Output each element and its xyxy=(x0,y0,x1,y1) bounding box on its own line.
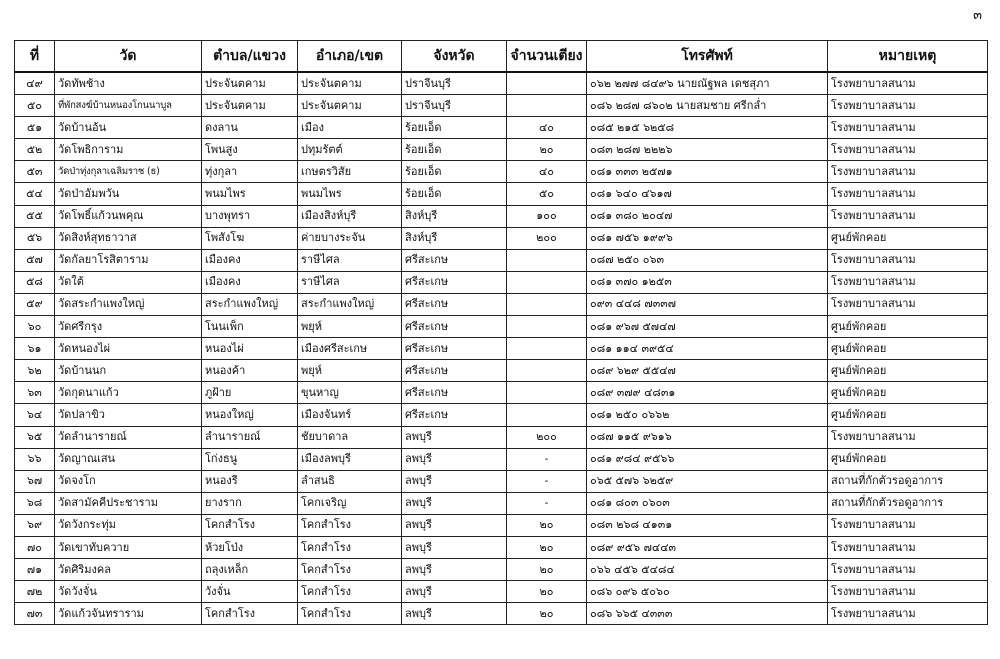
table-row xyxy=(15,227,988,249)
table-row xyxy=(15,492,988,514)
bed-count xyxy=(507,360,587,382)
district: ประจันตคาม xyxy=(298,95,402,117)
subdistrict: ดงลาน xyxy=(202,117,298,139)
phone: ๐๘๙ ๖๒๙ ๕๕๔๗ xyxy=(587,360,828,382)
bed-count: - xyxy=(507,492,587,514)
bed-count xyxy=(507,404,587,426)
temple-name: วัดศิริมงคล xyxy=(55,559,202,581)
district: พยุห์ xyxy=(298,360,402,382)
table-row xyxy=(15,470,988,492)
province: ลพบุรี xyxy=(402,426,507,448)
phone: ๐๖๖ ๔๕๖ ๕๔๘๔ xyxy=(587,559,828,581)
row-number: ๖๙ xyxy=(15,514,55,536)
table-row xyxy=(15,426,988,448)
temple-name: วัดปลาขิว xyxy=(55,404,202,426)
temple-name: วัดโพธิการาม xyxy=(55,139,202,161)
subdistrict: ห้วยโป่ง xyxy=(202,536,298,558)
subdistrict: หนองค้า xyxy=(202,360,298,382)
subdistrict: หนองไผ่ xyxy=(202,338,298,360)
temple-name: วัดป่าอัมพวัน xyxy=(55,183,202,205)
phone: ๐๖๒ ๒๗๗ ๘๔๙๖ นายณัฐพล เดชสุภา xyxy=(587,72,828,95)
subdistrict: โคกสำโรง xyxy=(202,514,298,536)
district: ชัยบาดาล xyxy=(298,426,402,448)
bed-count: ๔๐ xyxy=(507,161,587,183)
subdistrict: โพนสูง xyxy=(202,139,298,161)
bed-count xyxy=(507,95,587,117)
remark: ศูนย์พักคอย xyxy=(828,360,988,382)
bed-count: ๒๐ xyxy=(507,603,587,625)
table-row xyxy=(15,183,988,205)
province: ลพบุรี xyxy=(402,448,507,470)
phone: ๐๘๑ ๒๕๐ ๐๖๖๒ xyxy=(587,404,828,426)
remark: โรงพยาบาลสนาม xyxy=(828,183,988,205)
row-number: ๕๙ xyxy=(15,293,55,315)
subdistrict: โก่งธนู xyxy=(202,448,298,470)
subdistrict: ถลุงเหล็ก xyxy=(202,559,298,581)
subdistrict: ยางราก xyxy=(202,492,298,514)
header-province: จังหวัด xyxy=(402,41,507,73)
phone: ๐๘๖ ๖๖๕ ๔๓๓๓ xyxy=(587,603,828,625)
table-row xyxy=(15,117,988,139)
province: ร้อยเอ็ด xyxy=(402,183,507,205)
phone: ๐๘๑ ๓๘๐ ๒๐๔๗ xyxy=(587,205,828,227)
header-row xyxy=(15,41,988,73)
district: พนมไพร xyxy=(298,183,402,205)
phone: ๐๘๗ ๑๑๕ ๙๖๑๖ xyxy=(587,426,828,448)
district: เกษตรวิสัย xyxy=(298,161,402,183)
remark: โรงพยาบาลสนาม xyxy=(828,603,988,625)
phone: ๐๘๑ ๗๕๖ ๑๙๙๖ xyxy=(587,227,828,249)
remark: ศูนย์พักคอย xyxy=(828,404,988,426)
phone: ๐๘๑ ๖๔๐ ๔๖๑๗ xyxy=(587,183,828,205)
temple-name: วัดวังกระทุ่ม xyxy=(55,514,202,536)
table-body xyxy=(15,72,988,625)
district: โคกสำโรง xyxy=(298,514,402,536)
table-row xyxy=(15,382,988,404)
remark: โรงพยาบาลสนาม xyxy=(828,249,988,271)
district: ขุนหาญ xyxy=(298,382,402,404)
district: เมืองลพบุรี xyxy=(298,448,402,470)
bed-count xyxy=(507,316,587,338)
district: เมือง xyxy=(298,117,402,139)
table-row xyxy=(15,139,988,161)
row-number: ๖๒ xyxy=(15,360,55,382)
table-row xyxy=(15,536,988,558)
temple-table xyxy=(14,40,988,625)
phone: ๐๙๓ ๔๔๘ ๗๓๓๗ xyxy=(587,293,828,315)
province: ลพบุรี xyxy=(402,559,507,581)
phone: ๐๘๑ ๙๘๔ ๙๕๖๖ xyxy=(587,448,828,470)
phone: ๐๘๕ ๒๑๕ ๖๒๕๘ xyxy=(587,117,828,139)
table-row xyxy=(15,448,988,470)
subdistrict: เมืองคง xyxy=(202,271,298,293)
province: ลพบุรี xyxy=(402,581,507,603)
temple-name: วัดสระกำแพงใหญ่ xyxy=(55,293,202,315)
header-beds: จำนวนเตียง xyxy=(507,41,587,73)
remark: สถานที่กักตัวรอดูอาการ xyxy=(828,470,988,492)
phone: ๐๘๑ ๙๖๗ ๕๗๔๗ xyxy=(587,316,828,338)
subdistrict: สระกำแพงใหญ่ xyxy=(202,293,298,315)
province: ศรีสะเกษ xyxy=(402,271,507,293)
row-number: ๖๘ xyxy=(15,492,55,514)
row-number: ๗๒ xyxy=(15,581,55,603)
header-district: อำเภอ/เขต xyxy=(298,41,402,73)
phone: ๐๘๑ ๓๓๓ ๒๕๗๑ xyxy=(587,161,828,183)
subdistrict: ประจันตคาม xyxy=(202,95,298,117)
subdistrict: เมืองคง xyxy=(202,249,298,271)
province: ศรีสะเกษ xyxy=(402,360,507,382)
district: เมืองจันทร์ xyxy=(298,404,402,426)
table-row xyxy=(15,293,988,315)
province: ลพบุรี xyxy=(402,492,507,514)
bed-count xyxy=(507,382,587,404)
phone: ๐๘๑ ๑๑๔ ๓๙๕๔ xyxy=(587,338,828,360)
bed-count: ๒๐ xyxy=(507,559,587,581)
bed-count: ๕๐ xyxy=(507,183,587,205)
province: ลพบุรี xyxy=(402,514,507,536)
row-number: ๕๗ xyxy=(15,249,55,271)
district: โคกสำโรง xyxy=(298,581,402,603)
header-no: ที่ xyxy=(15,41,55,73)
temple-name: วัดศรีกรุง xyxy=(55,316,202,338)
subdistrict: หนองใหญ่ xyxy=(202,404,298,426)
subdistrict: ทุ่งกุลา xyxy=(202,161,298,183)
province: ศรีสะเกษ xyxy=(402,338,507,360)
table-row xyxy=(15,559,988,581)
header-temple: วัด xyxy=(55,41,202,73)
remark: โรงพยาบาลสนาม xyxy=(828,426,988,448)
table-row xyxy=(15,338,988,360)
bed-count: ๒๐๐ xyxy=(507,227,587,249)
row-number: ๖๐ xyxy=(15,316,55,338)
phone: ๐๘๙ ๓๗๙ ๔๘๓๑ xyxy=(587,382,828,404)
phone: ๐๘๙ ๙๕๖ ๗๔๔๓ xyxy=(587,536,828,558)
province: ปราจีนบุรี xyxy=(402,72,507,95)
temple-name: วัดญาณเสน xyxy=(55,448,202,470)
subdistrict: ลำนารายณ์ xyxy=(202,426,298,448)
row-number: ๕๓ xyxy=(15,161,55,183)
temple-name: วัดโพธิ์แก้วนพคุณ xyxy=(55,205,202,227)
table-row xyxy=(15,161,988,183)
province: ศรีสะเกษ xyxy=(402,293,507,315)
bed-count xyxy=(507,249,587,271)
row-number: ๗๐ xyxy=(15,536,55,558)
phone: ๐๘๓ ๒๖๘ ๔๑๓๑ xyxy=(587,514,828,536)
bed-count: - xyxy=(507,448,587,470)
phone: ๐๘๗ ๒๕๐ ๐๖๓ xyxy=(587,249,828,271)
temple-name: วัดหนองไผ่ xyxy=(55,338,202,360)
table-row xyxy=(15,72,988,95)
remark: โรงพยาบาลสนาม xyxy=(828,536,988,558)
temple-name: วัดเขาทับควาย xyxy=(55,536,202,558)
table-header xyxy=(15,41,988,73)
remark: โรงพยาบาลสนาม xyxy=(828,117,988,139)
row-number: ๖๓ xyxy=(15,382,55,404)
temple-name: วัดลำนารายณ์ xyxy=(55,426,202,448)
remark: โรงพยาบาลสนาม xyxy=(828,581,988,603)
temple-name: วัดใต้ xyxy=(55,271,202,293)
bed-count xyxy=(507,72,587,95)
province: ปราจีนบุรี xyxy=(402,95,507,117)
header-phone: โทรศัพท์ xyxy=(587,41,828,73)
temple-name: วัดกัลยาโรสิตาราม xyxy=(55,249,202,271)
bed-count xyxy=(507,338,587,360)
district: สระกำแพงใหญ่ xyxy=(298,293,402,315)
row-number: ๕๑ xyxy=(15,117,55,139)
remark: โรงพยาบาลสนาม xyxy=(828,161,988,183)
row-number: ๕๐ xyxy=(15,95,55,117)
temple-name: วัดสิงห์สุทธาวาส xyxy=(55,227,202,249)
province: ลพบุรี xyxy=(402,470,507,492)
table-row xyxy=(15,404,988,426)
temple-name: วัดแก้วจันทราราม xyxy=(55,603,202,625)
temple-name: วัดสามัคคีประชาราม xyxy=(55,492,202,514)
row-number: ๗๓ xyxy=(15,603,55,625)
table-row xyxy=(15,581,988,603)
remark: ศูนย์พักคอย xyxy=(828,316,988,338)
row-number: ๕๘ xyxy=(15,271,55,293)
table-row xyxy=(15,603,988,625)
row-number: ๖๔ xyxy=(15,404,55,426)
district: โคกสำโรง xyxy=(298,603,402,625)
bed-count: ๔๐ xyxy=(507,117,587,139)
phone: ๐๘๑ ๘๐๓ ๐๖๐๓ xyxy=(587,492,828,514)
remark: สถานที่กักตัวรอดูอาการ xyxy=(828,492,988,514)
bed-count xyxy=(507,293,587,315)
row-number: ๕๔ xyxy=(15,183,55,205)
remark: โรงพยาบาลสนาม xyxy=(828,95,988,117)
remark: โรงพยาบาลสนาม xyxy=(828,514,988,536)
bed-count xyxy=(507,271,587,293)
row-number: ๔๙ xyxy=(15,72,55,95)
remark: ศูนย์พักคอย xyxy=(828,382,988,404)
province: ศรีสะเกษ xyxy=(402,382,507,404)
bed-count: ๒๐ xyxy=(507,139,587,161)
district: ลำสนธิ xyxy=(298,470,402,492)
bed-count: ๒๐ xyxy=(507,536,587,558)
district: เมืองสิงห์บุรี xyxy=(298,205,402,227)
table-row xyxy=(15,205,988,227)
district: ค่ายบางระจัน xyxy=(298,227,402,249)
bed-count: ๒๐๐ xyxy=(507,426,587,448)
temple-name: วัดบ้านนก xyxy=(55,360,202,382)
row-number: ๕๖ xyxy=(15,227,55,249)
temple-name: ที่พักสงฆ์บ้านหนองโกนนาบูล xyxy=(55,95,202,117)
phone: ๐๘๓ ๒๘๗ ๒๒๒๖ xyxy=(587,139,828,161)
temple-name: วัดจงโก xyxy=(55,470,202,492)
phone: ๐๘๖ ๐๙๖ ๕๐๖๐ xyxy=(587,581,828,603)
bed-count: ๒๐ xyxy=(507,514,587,536)
province: สิงห์บุรี xyxy=(402,205,507,227)
bed-count: - xyxy=(507,470,587,492)
district: ราษีไศล xyxy=(298,271,402,293)
subdistrict: วังจั่น xyxy=(202,581,298,603)
subdistrict: โคกสำโรง xyxy=(202,603,298,625)
page-number: ๓ xyxy=(973,8,982,23)
phone: ๐๘๖ ๒๘๗ ๘๖๐๒ นายสมชาย ศรีกล่ำ xyxy=(587,95,828,117)
row-number: ๗๑ xyxy=(15,559,55,581)
table-row xyxy=(15,514,988,536)
subdistrict: พนมไพร xyxy=(202,183,298,205)
table-row xyxy=(15,95,988,117)
province: ศรีสะเกษ xyxy=(402,404,507,426)
province: ศรีสะเกษ xyxy=(402,316,507,338)
province: สิงห์บุรี xyxy=(402,227,507,249)
province: ลพบุรี xyxy=(402,536,507,558)
province: ลพบุรี xyxy=(402,603,507,625)
subdistrict: โพสังโฆ xyxy=(202,227,298,249)
table-row xyxy=(15,249,988,271)
remark: ศูนย์พักคอย xyxy=(828,227,988,249)
row-number: ๕๒ xyxy=(15,139,55,161)
table-row xyxy=(15,271,988,293)
subdistrict: หนองรี xyxy=(202,470,298,492)
province: ศรีสะเกษ xyxy=(402,249,507,271)
temple-name: วัดกุดนาแก้ว xyxy=(55,382,202,404)
remark: โรงพยาบาลสนาม xyxy=(828,559,988,581)
phone: ๐๘๑ ๓๗๐ ๑๒๕๓ xyxy=(587,271,828,293)
province: ร้อยเอ็ด xyxy=(402,117,507,139)
table-row xyxy=(15,316,988,338)
subdistrict: ภูฝ้าย xyxy=(202,382,298,404)
district: ปทุมรัตต์ xyxy=(298,139,402,161)
remark: โรงพยาบาลสนาม xyxy=(828,293,988,315)
district: โคกสำโรง xyxy=(298,536,402,558)
district: โคกสำโรง xyxy=(298,559,402,581)
temple-name: วัดป่าทุ่งกุลาเฉลิมราช (ธ) xyxy=(55,161,202,183)
subdistrict: บางพุทรา xyxy=(202,205,298,227)
phone: ๐๖๕ ๕๗๖ ๖๒๕๙ xyxy=(587,470,828,492)
subdistrict: ประจันตคาม xyxy=(202,72,298,95)
bed-count: ๒๐ xyxy=(507,581,587,603)
remark: โรงพยาบาลสนาม xyxy=(828,205,988,227)
remark: ศูนย์พักคอย xyxy=(828,338,988,360)
district: โคกเจริญ xyxy=(298,492,402,514)
header-remark: หมายเหตุ xyxy=(828,41,988,73)
district: พยุห์ xyxy=(298,316,402,338)
district: เมืองศรีสะเกษ xyxy=(298,338,402,360)
remark: โรงพยาบาลสนาม xyxy=(828,139,988,161)
subdistrict: โนนเพ็ก xyxy=(202,316,298,338)
district: ราษีไศล xyxy=(298,249,402,271)
temple-name: วัดทัพช้าง xyxy=(55,72,202,95)
temple-name: วัดวังจั่น xyxy=(55,581,202,603)
row-number: ๖๖ xyxy=(15,448,55,470)
header-subdistrict: ตำบล/แขวง xyxy=(202,41,298,73)
remark: ศูนย์พักคอย xyxy=(828,448,988,470)
remark: โรงพยาบาลสนาม xyxy=(828,72,988,95)
row-number: ๖๕ xyxy=(15,426,55,448)
table-row xyxy=(15,360,988,382)
row-number: ๖๗ xyxy=(15,470,55,492)
province: ร้อยเอ็ด xyxy=(402,139,507,161)
temple-name: วัดบ้านอ้น xyxy=(55,117,202,139)
province: ร้อยเอ็ด xyxy=(402,161,507,183)
district: ประจันตคาม xyxy=(298,72,402,95)
row-number: ๖๑ xyxy=(15,338,55,360)
row-number: ๕๕ xyxy=(15,205,55,227)
bed-count: ๑๐๐ xyxy=(507,205,587,227)
remark: โรงพยาบาลสนาม xyxy=(828,271,988,293)
